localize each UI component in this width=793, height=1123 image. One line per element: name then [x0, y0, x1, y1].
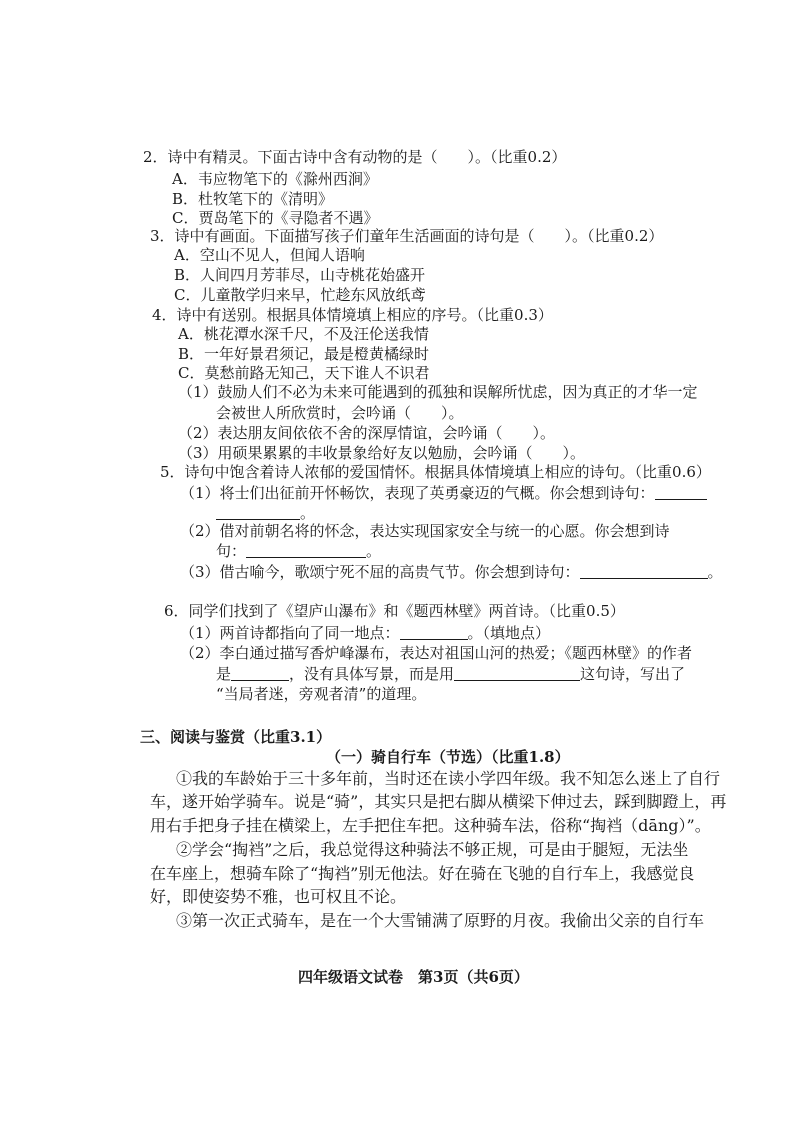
- q5-sub3-text: （3）借古喻今，歌颂宁死不屈的高贵气节。你会想到诗句：: [180, 563, 580, 581]
- answer-blank[interactable]: [400, 624, 468, 640]
- q4-option-b: B．一年好景君须记，最是橙黄橘绿时: [178, 345, 430, 363]
- q4-sub1-line1: （1）鼓励人们不必为未来可能遇到的孤独和误解所忧虑，因为真正的才华一定: [178, 383, 698, 401]
- answer-blank[interactable]: [246, 542, 366, 558]
- q6-sub2-line1: （2）李白通过描写香炉峰瀑布，表达对祖国山河的热爱；《题西林壁》的作者: [180, 644, 693, 662]
- q6-stem: 6．同学们找到了《望庐山瀑布》和《题西林壁》两首诗。（比重0.5）: [164, 602, 625, 620]
- paragraph-1-line1: ①我的车龄始于三十多年前，当时还在读小学四年级。我不知怎么迷上了自行: [176, 769, 721, 788]
- q4-option-a: A．桃花潭水深千尺，不及汪伦送我情: [178, 325, 429, 343]
- q5-sub2-line1: （2）借对前朝名将的怀念，表达实现国家安全与统一的心愿。你会想到诗: [180, 522, 670, 540]
- q6-sub1: [180, 623, 550, 643]
- q3-option-a: A．空山不见人，但闻人语响: [174, 246, 365, 264]
- q6-sub1-note: 。（填地点）: [467, 624, 551, 642]
- q4-sub2: （2）表达朋友间依依不舍的深厚情谊，会吟诵（ ）。: [178, 424, 556, 442]
- q2-option-b: B．杜牧笔下的《清明》: [172, 190, 334, 208]
- q3-stem: 3．诗中有画面。下面描写孩子们童年生活画面的诗句是（ ）。（比重0.2）: [150, 227, 664, 245]
- q6-sub1-text: （1）两首诗都指向了同一地点：: [180, 624, 400, 642]
- q5-sub3: [180, 562, 723, 582]
- q3-option-b: B．人间四月芳菲尽，山寺桃花始盛开: [174, 266, 426, 284]
- q2-option-a: A．韦应物笔下的《滁州西涧》: [172, 170, 378, 188]
- paragraph-1-line2: 车，遂开始学骑车。说是“骑”，其实只是把右脚从横梁下伸过去，踩到脚蹬上，再: [150, 792, 727, 811]
- q6-sub2-end: 这句诗，写出了: [580, 665, 686, 683]
- q6-sub2-is: 是: [216, 665, 232, 683]
- q4-option-c: C．莫愁前路无知己，天下谁人不识君: [178, 364, 430, 382]
- answer-blank[interactable]: [231, 665, 289, 681]
- q2-stem: 2．诗中有精灵。下面古诗中含有动物的是（ ）。（比重0.2）: [143, 148, 567, 166]
- q5-sub1-line2: [216, 503, 315, 523]
- q5-sub3-end: 。: [707, 563, 723, 581]
- paragraph-3-line1: ③第一次正式骑车，是在一个大雪铺满了原野的月夜。我偷出父亲的自行车: [176, 911, 705, 930]
- paragraph-2-line2: 在车座上，想骑车除了“掏裆”别无他法。好在骑在飞驰的自行车上，我感觉良: [150, 864, 695, 883]
- q5-sub1-text: （1）将士们出征前开怀畅饮，表现了英勇豪迈的气概。你会想到诗句：: [180, 484, 655, 502]
- q6-sub2-mid: ，没有具体写景，而是用: [289, 665, 455, 683]
- q4-stem: 4．诗中有送别。根据具体情境填上相应的序号。（比重0.3）: [152, 306, 553, 324]
- q5-stem: 5．诗句中饱含着诗人浓郁的爱国情怀。根据具体情境填上相应的诗句。（比重0.6）: [160, 463, 711, 481]
- q4-sub3: （3）用硕果累累的丰收景象给好友以勉励，会吟诵（ ）。: [178, 444, 586, 462]
- answer-blank[interactable]: [454, 665, 580, 681]
- paragraph-1-line3: 用右手把身子挂在横梁上，左手把住车把。这种骑车法，俗称“掏裆（dāng）”。: [150, 816, 711, 835]
- paragraph-2-line1: ②学会“掏裆”之后，我总觉得这种骑法不够正规，可是由于腿短，无法坐: [176, 840, 689, 859]
- q5-sub2-line2: [216, 541, 381, 561]
- answer-blank[interactable]: [216, 504, 300, 520]
- q5-sub1-end: 。: [300, 504, 316, 522]
- q5-sub1-line1: [180, 483, 707, 503]
- q4-sub1-line2: 会被世人所欣赏时，会吟诵（ ）。: [216, 404, 464, 422]
- q3-option-c: C．儿童散学归来早，忙趁东风放纸鸢: [174, 286, 426, 304]
- passage-title: （一）骑自行车（节选）（比重1.8）: [326, 748, 570, 766]
- q6-sub2-line2: [216, 664, 685, 684]
- q5-sub2-end: 。: [366, 542, 382, 560]
- paragraph-2-line3: 好，即使姿势不雅，也可权且不论。: [150, 887, 407, 906]
- page-footer: 四年级语文试卷 第3页（共6页）: [298, 968, 529, 986]
- q5-sub2-prefix: 句：: [216, 542, 247, 560]
- answer-blank[interactable]: [580, 563, 708, 579]
- answer-blank[interactable]: [655, 484, 707, 500]
- q6-sub2-line3: “当局者迷，旁观者清”的道理。: [216, 685, 427, 703]
- q2-option-c: C．贾岛笔下的《寻隐者不遇》: [172, 209, 379, 227]
- section-heading: 三、阅读与鉴赏（比重3.1）: [140, 728, 332, 746]
